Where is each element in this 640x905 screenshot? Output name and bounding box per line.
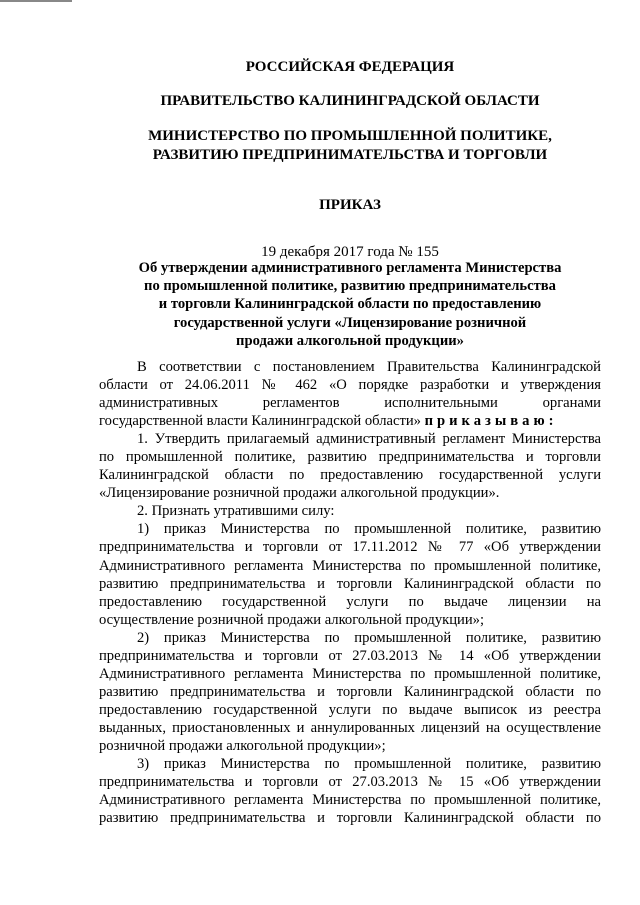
date-and-number: 19 декабря 2017 года № 155: [261, 244, 439, 260]
item2-2-line: развитию предпринимательства и торговли Калининградской области по: [99, 683, 601, 700]
item2-3-line: предпринимательства и торговли от 27.03.2013 № 15 «Об утверждении: [99, 774, 601, 791]
item1-line: по промышленной политике, развитию предпринимательства и торговли: [99, 449, 601, 466]
item1-line: 1. Утвердить прилагаемый административный регламент Министерства: [137, 431, 601, 448]
item2-1-line: Административного регламента Министерства по промышленной политике,: [99, 557, 601, 574]
subject-line: государственной услуги «Лицензирование розничной: [173, 314, 527, 331]
item2-1-line: предоставлению государственной услуги по выдаче лицензии на: [99, 593, 601, 610]
government-heading: ПРАВИТЕЛЬСТВО КАЛИНИНГРАДСКОЙ ОБЛАСТИ: [160, 93, 540, 109]
item2-1-line: развитию предпринимательства и торговли Калининградской области по: [99, 575, 601, 592]
item2-3-line: Административного регламента Министерства по промышленной политике,: [99, 792, 601, 809]
scan-edge-mark: [0, 0, 72, 2]
order-subject: [99, 259, 601, 350]
preamble-line: государственной власти Калининградской области»: [99, 413, 421, 430]
ministry-heading-line2: РАЗВИТИЮ ПРЕДПРИНИМАТЕЛЬСТВА И ТОРГОВЛИ: [152, 147, 548, 163]
item2-2-line: выданных, приостановленных и аннулированных лицензий на осуществление: [99, 719, 601, 736]
preamble-last-line: [99, 412, 601, 430]
subject-line: и торговли Калининградской области по предоставлению: [158, 296, 542, 313]
item1-line: Калининградской области по предоставлению государственной услуги: [99, 467, 601, 484]
item2-3-line: 3) приказ Министерства по промышленной политике, развитию: [137, 756, 601, 773]
preamble-line: В соответствии с постановлением Правительства Калининградской: [137, 359, 601, 375]
order-word: приказываю:: [424, 413, 558, 430]
item2-title: 2. Признать утратившими силу:: [137, 503, 335, 520]
preamble-line: области от 24.06.2011 № 462 «О порядке разработки и утверждения: [99, 377, 601, 394]
item1-line: «Лицензирование розничной продажи алкогольной продукции».: [99, 485, 500, 502]
subject-line: Об утверждении административного регламента Министерства: [138, 260, 562, 276]
item2-1-line: предпринимательства и торговли от 17.11.2012 № 77 «Об утверждении: [99, 539, 601, 556]
preamble-line: административных регламентов исполнительными органами: [99, 395, 601, 412]
item2-2-line: 2) приказ Министерства по промышленной политике, развитию: [137, 629, 601, 646]
subject-line: продажи алкогольной продукции»: [236, 332, 464, 349]
ministry-heading-line1: МИНИСТЕРСТВО ПО ПРОМЫШЛЕННОЙ ПОЛИТИКЕ,: [148, 128, 552, 144]
document-type: ПРИКАЗ: [319, 197, 381, 213]
item2-2-line: предоставлению государственной услуги по выдаче выписок из реестра: [99, 701, 601, 718]
item2-1-line: 1) приказ Министерства по промышленной политике, развитию: [137, 521, 601, 538]
item2-2-line: предпринимательства и торговли от 27.03.2013 № 14 «Об утверждении: [99, 647, 601, 664]
item2-2-line: Административного регламента Министерства по промышленной политике,: [99, 665, 601, 682]
country-heading: РОССИЙСКАЯ ФЕДЕРАЦИЯ: [245, 59, 455, 75]
item2-1-line: осуществление розничной продажи алкогольной продукции»;: [99, 611, 485, 628]
item2-2-line: розничной продажи алкогольной продукции»;: [99, 737, 386, 754]
subject-line: по промышленной политике, развитию предпринимательства: [144, 278, 556, 295]
item2-3-line: развитию предпринимательства и торговли Калининградской области по: [99, 810, 601, 827]
document-body: [99, 358, 601, 827]
